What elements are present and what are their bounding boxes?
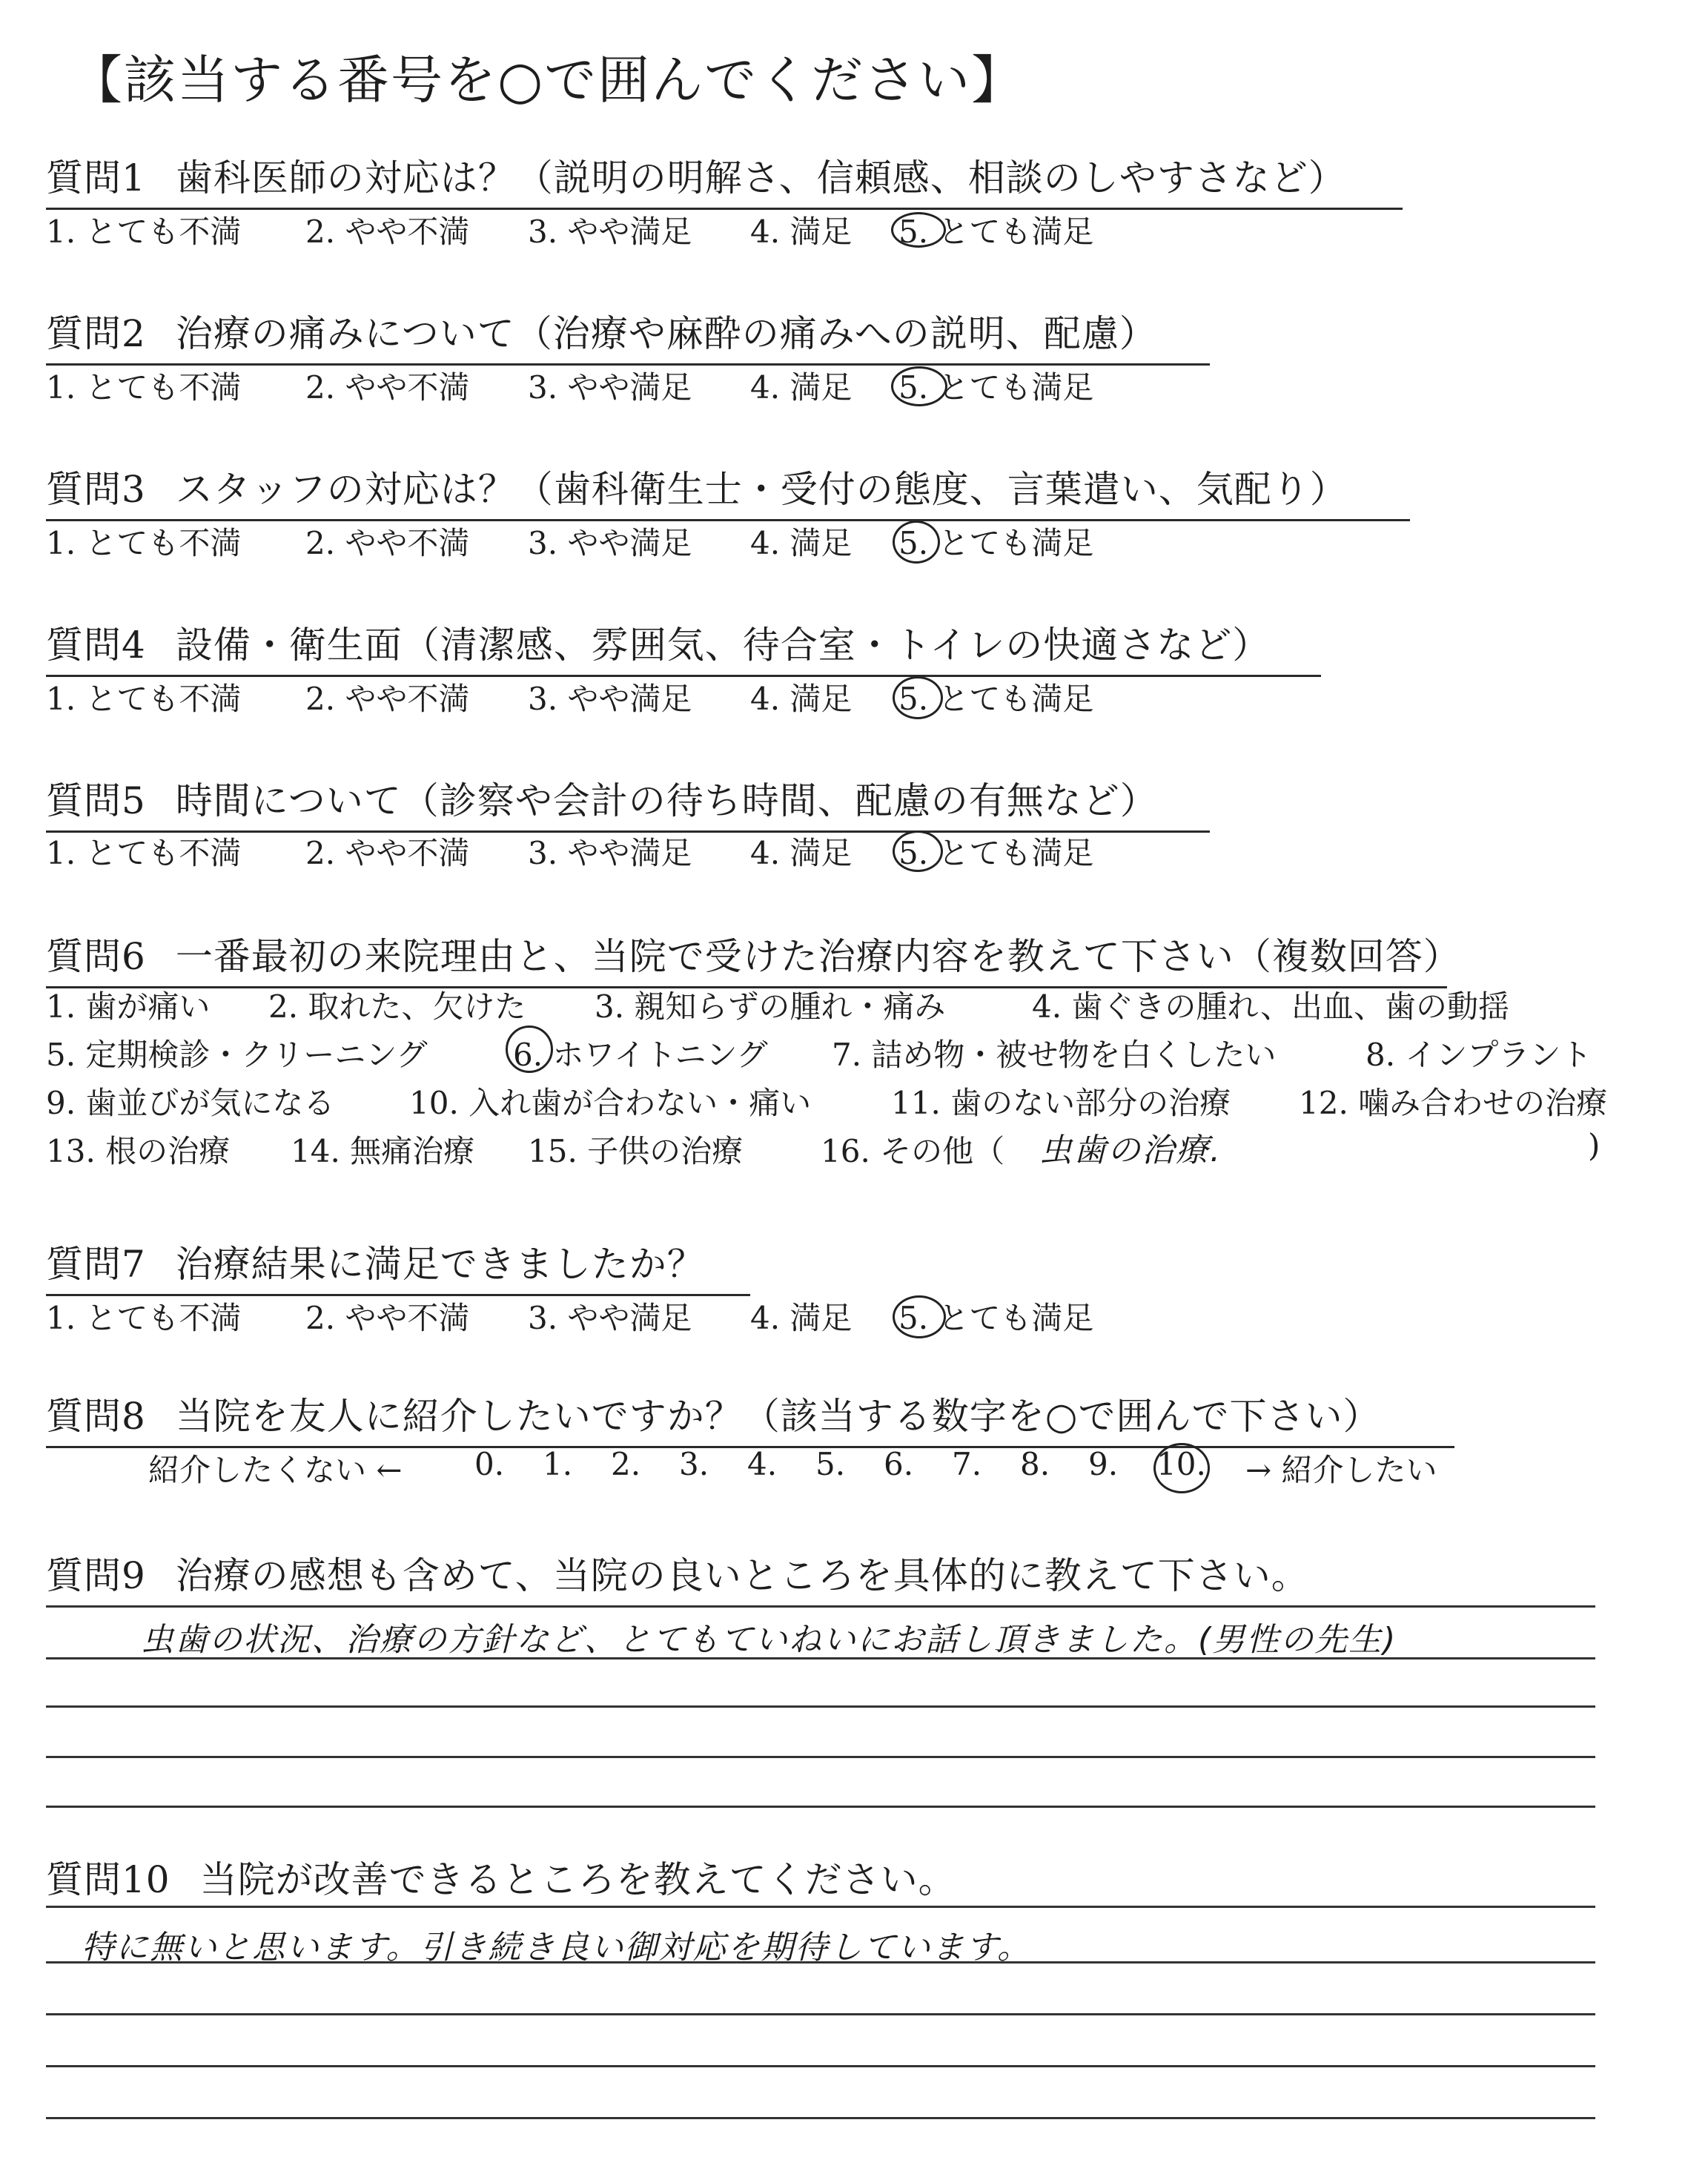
q6-option-1[interactable]: 1. 歯が痛い [46,988,211,1025]
q8-right-label: → 紹介したい [1245,1452,1437,1488]
question-4-number: 質問4 [46,624,146,667]
q8-option-0[interactable]: 0. [474,1446,505,1482]
q6-option-11[interactable]: 11. 歯のない部分の治療 [891,1085,1231,1121]
q7-option-1[interactable]: 1. とても不満 [46,1300,242,1336]
answer-line [46,1756,1595,1758]
answer-line [46,1605,1595,1608]
answer-line [46,1806,1595,1808]
q6-option-2[interactable]: 2. 取れた、欠けた [268,988,526,1025]
q8-option-6[interactable]: 6. [884,1446,914,1482]
selected-circle-mark [893,830,943,872]
selected-circle-mark [1153,1443,1210,1493]
q6-option-12[interactable]: 12. 噛み合わせの治療 [1299,1085,1608,1121]
question-3-number: 質問3 [46,468,146,511]
q5-option-3[interactable]: 3. やや満足 [528,835,692,871]
q4-option-1[interactable]: 1. とても不満 [46,681,242,717]
q6-option-16[interactable]: 16. その他（ [821,1133,1005,1169]
selected-circle-mark [893,676,943,719]
q7-option-3[interactable]: 3. やや満足 [528,1300,692,1336]
q4-option-4[interactable]: 4. 満足 [750,681,853,717]
question-2-text: 治療の痛みについて（治療や麻酔の痛みへの説明、配慮） [175,312,1157,355]
q6-option-15[interactable]: 15. 子供の治療 [528,1133,744,1169]
selected-circle-mark [506,1025,553,1073]
q3-option-1[interactable]: 1. とても不満 [46,525,242,561]
question-4-text: 設備・衛生面（清潔感、雰囲気、待合室・トイレの快適さなど） [175,624,1271,667]
question-7-heading [46,1235,750,1296]
answer-line [46,2065,1595,2067]
q1-option-1[interactable]: 1. とても不満 [46,214,242,250]
q7-option-4[interactable]: 4. 満足 [750,1300,853,1336]
q3-option-3[interactable]: 3. やや満足 [528,525,692,561]
q1-option-3[interactable]: 3. やや満足 [528,214,692,250]
question-6-text: 一番最初の来院理由と、当院で受けた治療内容を教えて下さい（複数回答） [175,935,1461,978]
q8-option-5[interactable]: 5. [815,1446,846,1482]
q10-handwritten-answer: 特に無いと思います。引き続き良い御対応を期待しています。 [82,1929,1031,1966]
answer-line [46,1705,1595,1708]
answer-line [46,1961,1595,1964]
q4-option-2[interactable]: 2. やや不満 [305,681,470,717]
q8-left-label: 紹介したくない ← [148,1452,403,1488]
q2-option-4[interactable]: 4. 満足 [750,369,853,406]
question-9-number: 質問9 [46,1554,146,1597]
q5-option-2[interactable]: 2. やや不満 [305,835,470,871]
question-10-text: 当院が改善できるところを教えてください。 [199,1858,956,1901]
q5-option-4[interactable]: 4. 満足 [750,835,853,871]
q6-option-9[interactable]: 9. 歯並びが気になる [46,1085,335,1121]
q8-option-9[interactable]: 9. [1088,1446,1119,1482]
question-7-number: 質問7 [46,1243,146,1286]
q6-other-close-paren: ) [1588,1127,1601,1163]
q6-option-4[interactable]: 4. 歯ぐきの腫れ、出血、歯の動揺 [1032,988,1509,1025]
question-8-number: 質問8 [46,1395,146,1438]
page-title: 【該当する番号を○で囲んでください】 [70,50,1025,110]
selected-circle-mark [893,1295,946,1338]
question-10-heading [46,1850,956,1903]
selected-circle-mark [893,521,940,564]
q2-option-5[interactable]: 5. とても満足 [898,369,1094,406]
question-3-text: スタッフの対応は？（歯科衛生士・受付の態度、言葉遣い、気配り） [175,468,1348,511]
answer-line [46,2013,1595,2015]
question-2-number: 質問2 [46,312,146,355]
selected-circle-mark [891,212,946,248]
answer-line [46,1657,1595,1659]
question-2-heading [46,304,1210,366]
q8-option-2[interactable]: 2. [611,1446,641,1482]
q6-option-13[interactable]: 13. 根の治療 [46,1133,231,1169]
question-6-heading [46,927,1461,988]
question-8-heading [46,1387,1454,1448]
q8-option-1[interactable]: 1. [543,1446,573,1482]
q8-option-10[interactable]: 10. [1156,1446,1206,1482]
q6-option-6[interactable]: 6. ホワイトニング [513,1037,768,1073]
question-8-text: 当院を友人に紹介したいですか？（該当する数字を○で囲んで下さい） [175,1395,1381,1438]
q7-option-5[interactable]: 5. とても満足 [898,1300,1094,1336]
q9-handwritten-answer: 虫歯の状況、治療の方針など、とてもていねいにお話し頂きました。(男性の先生) [141,1621,1397,1659]
answer-line [46,2117,1595,2119]
question-10-number: 質問10 [46,1858,171,1901]
q5-option-5[interactable]: 5. とても満足 [898,835,1094,871]
q6-option-8[interactable]: 8. インプラント [1366,1037,1592,1073]
question-5-number: 質問5 [46,779,146,822]
q6-other-handwritten-answer: 虫歯の治療. [1039,1132,1222,1169]
question-6-number: 質問6 [46,935,146,978]
q3-option-4[interactable]: 4. 満足 [750,525,853,561]
question-4-heading [46,615,1321,677]
q4-option-5[interactable]: 5. とても満足 [898,681,1094,717]
q2-option-1[interactable]: 1. とても不満 [46,369,242,406]
question-9-heading [46,1546,1309,1599]
answer-line [46,1906,1595,1908]
q2-option-2[interactable]: 2. やや不満 [305,369,470,406]
q1-option-4[interactable]: 4. 満足 [750,214,853,250]
q1-option-2[interactable]: 2. やや不満 [305,214,470,250]
q8-option-4[interactable]: 4. [747,1446,778,1482]
selected-circle-mark [891,366,947,406]
q6-option-5[interactable]: 5. 定期検診・クリーニング [46,1037,428,1073]
q6-option-14[interactable]: 14. 無痛治療 [291,1133,475,1169]
question-1-text: 歯科医師の対応は？（説明の明解さ、信頼感、相談のしやすさなど） [175,156,1346,199]
q8-option-7[interactable]: 7. [952,1446,982,1482]
q6-option-10[interactable]: 10. 入れ歯が合わない・痛い [409,1085,812,1121]
q6-option-3[interactable]: 3. 親知らずの腫れ・痛み [595,988,946,1025]
question-3-heading [46,460,1410,521]
q3-option-5[interactable]: 5. とても満足 [898,525,1094,561]
q5-option-1[interactable]: 1. とても不満 [46,835,242,871]
question-7-text: 治療結果に満足できましたか？ [175,1243,705,1286]
q1-option-5[interactable]: 5. とても満足 [898,214,1094,250]
question-1-heading [46,148,1403,210]
q6-option-7[interactable]: 7. 詰め物・被せ物を白くしたい [832,1037,1277,1073]
q4-option-3[interactable]: 3. やや満足 [528,681,692,717]
question-5-heading [46,771,1210,833]
question-9-text: 治療の感想も含めて、当院の良いところを具体的に教えて下さい。 [175,1554,1309,1597]
q3-option-2[interactable]: 2. やや不満 [305,525,470,561]
q8-option-8[interactable]: 8. [1020,1446,1050,1482]
q7-option-2[interactable]: 2. やや不満 [305,1300,470,1336]
question-5-text: 時間について（診察や会計の待ち時間、配慮の有無など） [175,779,1158,822]
q8-option-3[interactable]: 3. [679,1446,709,1482]
q2-option-3[interactable]: 3. やや満足 [528,369,692,406]
question-1-number: 質問1 [46,156,146,199]
